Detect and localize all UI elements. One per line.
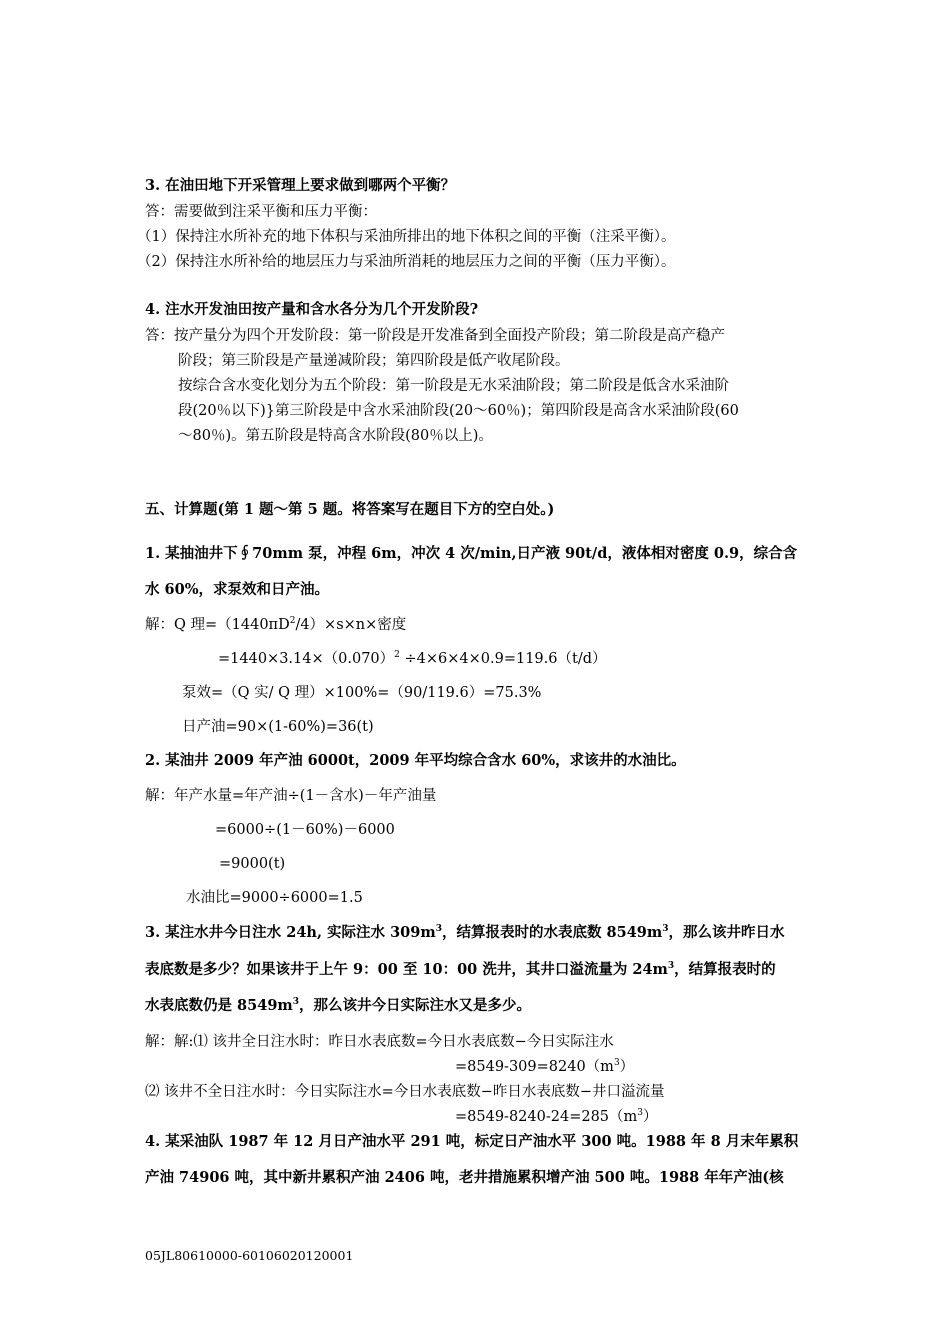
- calc2-solution-line-1: 解：年产水量=年产油÷(1－含水)－年产油量: [145, 788, 437, 804]
- calc3-solution-line-4: $=8549-8240-24=285(m^3)$: [455, 1108, 658, 1125]
- calc3-question-line-3: 水表底数仍是 $8549m^3$，那么该井今日实际注水又是多少。: [145, 997, 532, 1014]
- calc3-solution-line-1: 解：解:⑴ 该井全日注水时：昨日水表底数=今日水表底数−今日实际注水: [145, 1034, 614, 1050]
- q3-title: 3. 在油田地下开采管理上要求做到哪两个平衡？: [145, 177, 456, 194]
- calc1-solution-line-2: $=1440\times 3.14\times(0.070)^2 \div 4\times 6\times 4\times 0.9=119.6(t/d)$: [218, 650, 607, 667]
- q4-answer-line-1: 答：按产量分为四个开发阶段：第一阶段是开发准备到全面投产阶段；第二阶段是高产稳产: [145, 328, 725, 344]
- q4-answer-line-5: ～80％)。第五阶段是特高含水阶段(80％以上)。: [178, 428, 493, 444]
- calc1-question-line-2: 水 60%，求泵效和日产油。: [145, 581, 330, 598]
- calc4-question-line-2: 产油 74906 吨，其中新井累积产油 2406 吨，老井措施累积增产油 500 吨。1988 年年产油(核: [145, 1169, 784, 1186]
- calc3-question-line-2: 表底数是多少？如果该井于上午 9：00 至 10：00 洗井，其井口溢流量为 $24m^3$，结算报表时的: [145, 961, 776, 978]
- calc2-solution-line-3: =9000(t): [219, 856, 286, 872]
- calc2-water-oil-ratio: 水油比=9000÷6000=1.5: [186, 890, 363, 906]
- calc2-question: 2. 某油井 2009 年产油 6000t，2009 年平均综合含水 60%，求该井的水油比。: [145, 752, 686, 769]
- calc1-daily-oil: 日产油=90×(1-60%)=36(t): [182, 719, 374, 735]
- calc3-solution-line-3: ⑵ 该井不全日注水时：今日实际注水=今日水表底数−昨日水表底数−井口溢流量: [145, 1084, 665, 1100]
- calc3-solution-line-2: $=8549-309=8240(m^3)$: [455, 1058, 635, 1075]
- q3-point-2: （2）保持注水所补给的地层压力与采油所消耗的地层压力之间的平衡（压力平衡）。: [137, 254, 676, 270]
- calc1-question-line-1: 1. 某抽油井下∮70mm 泵，冲程 6m，冲次 4 次/min,日产液 90t/d，液体相对密度 0.9，综合含: [145, 545, 798, 562]
- calc4-question-line-1: 4. 某采油队 1987 年 12 月日产油水平 291 吨，标定日产油水平 300 吨。1988 年 8 月末年累积: [145, 1133, 799, 1150]
- q4-answer-line-2: 阶段；第三阶段是产量递减阶段；第四阶段是低产收尾阶段。: [178, 353, 570, 369]
- calc1-pump-efficiency: 泵效=（Q 实/ Q 理）×100%=（90/119.6）=75.3%: [182, 685, 542, 701]
- q3-point-1: （1）保持注水所补充的地下体积与采油所排出的地下体积之间的平衡（注采平衡）。: [137, 229, 676, 245]
- section-5-heading: 五、计算题(第 1 题～第 5 题。将答案写在题目下方的空白处。): [145, 501, 555, 518]
- q4-answer-line-3: 按综合含水变化划分为五个阶段：第一阶段是无水采油阶段；第二阶段是低含水采油阶: [178, 378, 729, 394]
- calc3-question-line-1: 3. 某注水井今日注水 24h, 实际注水 $309m^3$，结算报表时的水表底数 $8549m^3$，那么该井昨日水: [145, 924, 785, 941]
- calc1-solution-line-1: 解：Q 理$=(1440\pi D^2/4)\times s\times n\times$密度: [145, 616, 407, 633]
- q4-answer-line-4: 段(20％以下)}第三阶段是中含水采油阶段(20～60％)；第四阶段是高含水采油阶段(60: [178, 403, 739, 419]
- calc2-solution-line-2: =6000÷(1－60%)－6000: [215, 822, 395, 838]
- q3-answer: 答：需要做到注采平衡和压力平衡：: [145, 204, 377, 220]
- footer-code: 05JL80610000-60106020120001: [145, 1248, 354, 1263]
- q4-title: 4. 注水开发油田按产量和含水各分为几个开发阶段?: [145, 301, 479, 318]
